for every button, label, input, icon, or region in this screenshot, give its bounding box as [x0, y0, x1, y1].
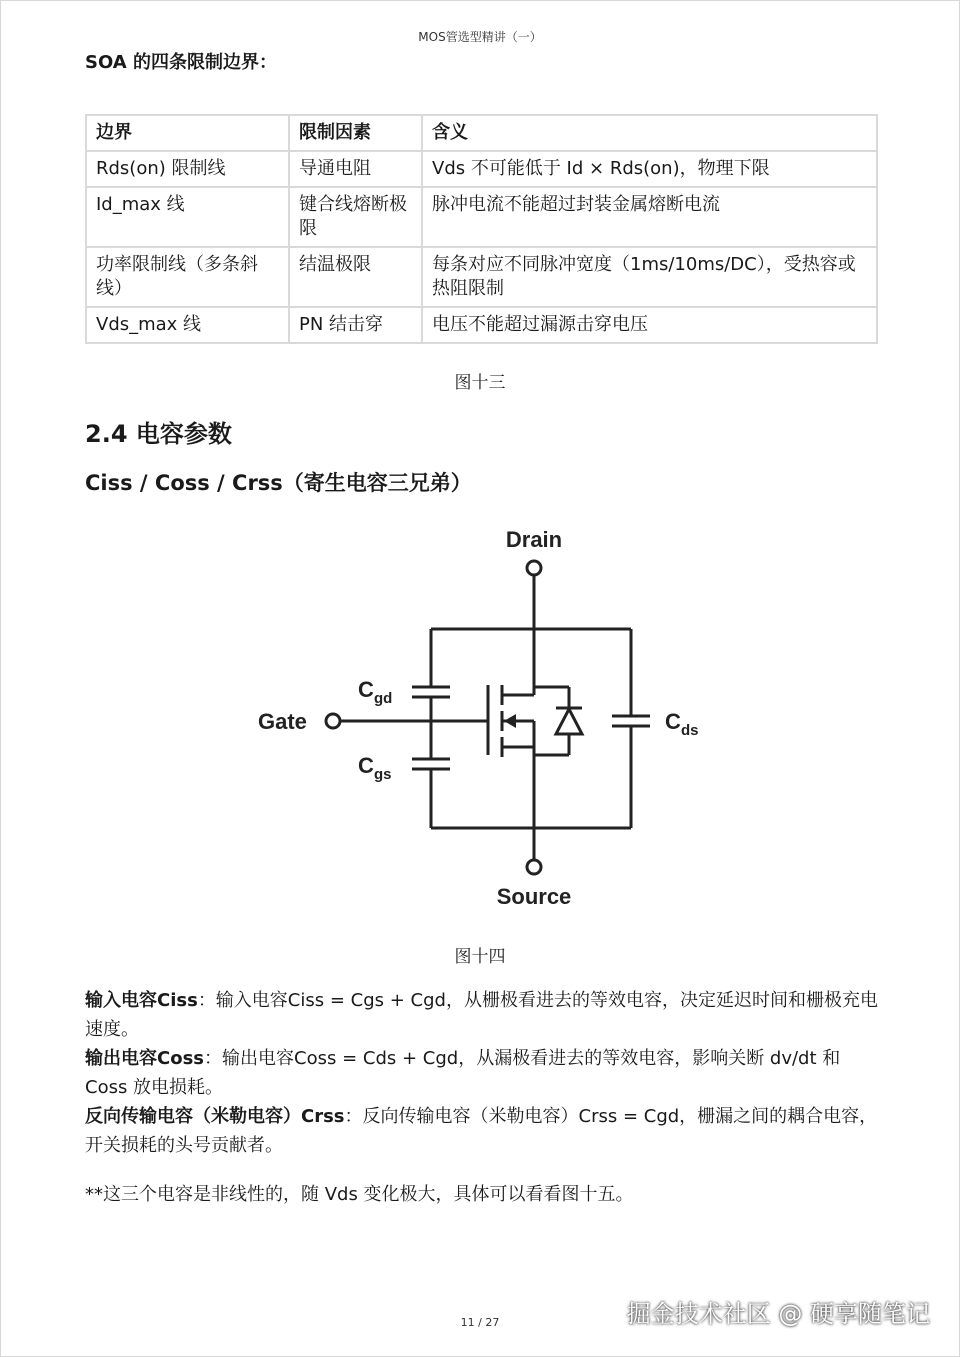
table-row — [86, 187, 877, 247]
cgs-label-c: C — [358, 753, 374, 778]
drain-terminal — [527, 561, 541, 575]
nonlinear-note: **这三个电容是非线性的，随 Vds 变化极大，具体可以看看图十五。 — [85, 1184, 634, 1205]
table-cell: 键合线熔断极限 — [289, 187, 422, 247]
page-number: 11 / 27 — [460, 1316, 500, 1329]
desc-coss: ：输出电容Coss = Cds + Cgd，从漏极看进去的等效电容，影响关断 dv/dt 和 Coss 放电损耗。 — [85, 1048, 841, 1098]
cds-label-c: C — [665, 709, 681, 734]
body-diode — [556, 709, 582, 734]
gate-label: Gate — [258, 709, 307, 734]
source-label: Source — [496, 884, 572, 909]
table-cell: 每条对应不同脉冲宽度（1ms/10ms/DC），受热容或热阻限制 — [422, 247, 877, 307]
table-cell: Vds_max 线 — [86, 307, 289, 343]
subsection-title: Ciss / Coss / Crss（寄生电容三兄弟） — [85, 471, 472, 495]
table-cell: 结温极限 — [289, 247, 422, 307]
drain-label: Drain — [505, 527, 563, 552]
soa-heading: SOA 的四条限制边界： — [85, 52, 277, 73]
table-row — [86, 151, 877, 187]
table-cell: 功率限制线（多条斜线） — [86, 247, 289, 307]
term-ciss: 输入电容Ciss — [85, 990, 198, 1011]
figure-caption-13: 图十三 — [454, 373, 506, 393]
table-cell: Rds(on) 限制线 — [86, 151, 289, 187]
table-cell: 脉冲电流不能超过封装金属熔断电流 — [422, 187, 877, 247]
capacitance-descriptions — [85, 986, 885, 1160]
paragraph-crss — [85, 1102, 885, 1160]
page-header: MOS管选型精讲（一） — [418, 30, 542, 44]
gate-terminal — [326, 714, 340, 728]
cgd-label-c: C — [358, 677, 374, 702]
section-title: 2.4 电容参数 — [85, 420, 232, 448]
term-crss: 反向传输电容（米勒电容）Crss — [85, 1106, 345, 1127]
watermark: 掘金技术社区 @ 硬享随笔记 — [626, 1300, 930, 1328]
table-row — [86, 247, 877, 307]
paragraph-ciss — [85, 986, 885, 1044]
table-cell: Vds 不可能低于 Id × Rds(on)，物理下限 — [422, 151, 877, 187]
cgs-label-sub: gs — [374, 766, 392, 783]
soa-table — [85, 114, 878, 344]
desc-ciss: ：输入电容Ciss = Cgs + Cgd，从栅极看进去的等效电容，决定延迟时间和栅极充电速度。 — [85, 990, 878, 1040]
table-header-cell: 边界 — [86, 115, 289, 151]
mosfet-capacitance-diagram — [240, 515, 720, 915]
figure-caption-14: 图十四 — [454, 947, 506, 967]
table-cell: PN 结击穿 — [289, 307, 422, 343]
table-header-row — [86, 115, 877, 151]
table-header-cell: 含义 — [422, 115, 877, 151]
desc-crss: ：反向传输电容（米勒电容）Crss = Cgd，栅漏之间的耦合电容，开关损耗的头号贡献者。 — [85, 1106, 878, 1156]
paragraph-coss — [85, 1044, 885, 1102]
table-cell: Id_max 线 — [86, 187, 289, 247]
table-row — [86, 307, 877, 343]
table-header-cell: 限制因素 — [289, 115, 422, 151]
cgd-label-sub: gd — [374, 690, 393, 707]
term-coss: 输出电容Coss — [85, 1048, 205, 1069]
table-cell: 电压不能超过漏源击穿电压 — [422, 307, 877, 343]
table-cell: 导通电阻 — [289, 151, 422, 187]
cds-label-sub: ds — [681, 722, 699, 739]
source-terminal — [527, 860, 541, 874]
